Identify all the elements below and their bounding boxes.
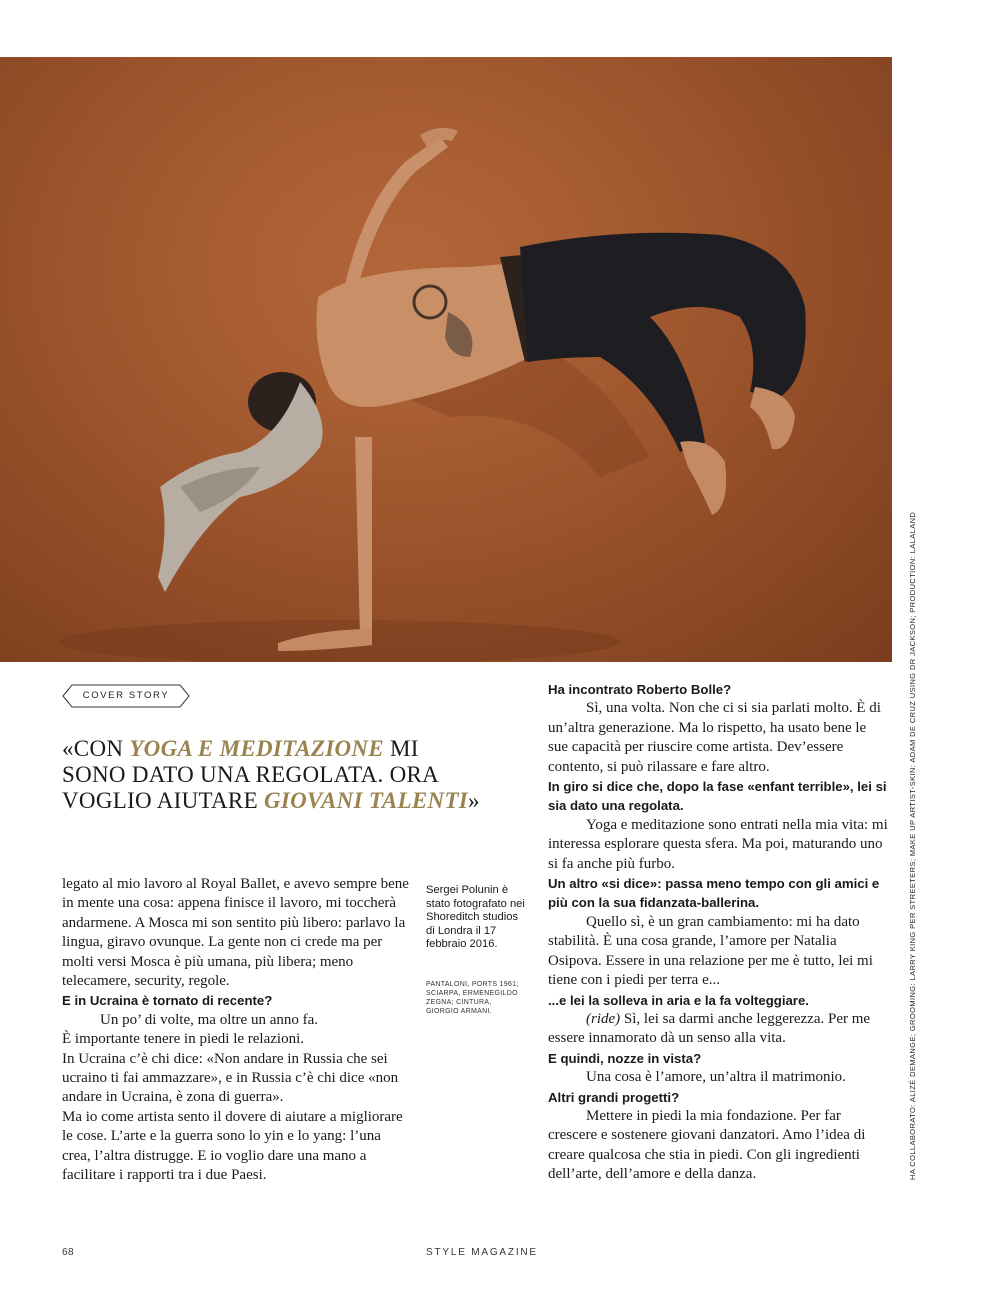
headline-highlight-2: GIOVANI TALENTI <box>263 788 469 813</box>
magazine-name: STYLE MAGAZINE <box>426 1247 538 1258</box>
section-tag <box>62 684 190 708</box>
interview-answer <box>548 1010 888 1049</box>
body-paragraph: È importante tenere in piedi le relazioni. <box>62 1031 304 1048</box>
page-number: 68 <box>62 1247 75 1258</box>
cover-photo <box>0 57 892 662</box>
headline-part-2: MI SONO DATO UNA REGOLATA. ORA VOGLIO AIUTARE <box>62 736 438 813</box>
interview-answer: Yoga e meditazione sono entrati nella mia vita: mi interessa esplorare questa sfera. Ma poi, maturando uno si fa anche più furbo. <box>548 816 888 872</box>
interview-question: Ha incontrato Roberto Bolle? <box>548 682 732 697</box>
interview-question: E in Ucraina è tornato di recente? <box>62 993 273 1009</box>
body-paragraph: Ma io come artista sento il dovere di aiutare a migliorare le cose. L’arte e la guerra sono lo yin e lo yang: l’una crea, l’altra distrugge. E io voglio dare una mano a facilitare i rapporti tra i due Paesi. <box>62 1108 403 1184</box>
photo-caption: Sergei Polunin è stato fotografato nei Shoreditch studios di Londra il 17 febbraio 2016. <box>426 884 525 951</box>
photo-credits: HA COLLABORATO: ALIZÉ DEMANGE; GROOMING: LARRY KING PER STREETERS; MAKE UP ARTIST-SKIN: ADAM DE CRUZ USING DR JACKSON; PRODUCTION: LALALAND <box>908 511 917 1180</box>
section-tag-label: COVER STORY <box>82 690 170 701</box>
headline-highlight-1: YOGA E MEDITAZIONE <box>129 736 384 761</box>
interview-answer: Una cosa è l’amore, un’altra il matrimonio. <box>586 1069 846 1086</box>
interview-question: ...e lei la solleva in aria e la fa volteggiare. <box>548 992 809 1008</box>
body-paragraph: legato al mio lavoro al Royal Ballet, e avevo sempre bene in mente una cosa: appena finisce il lavoro, mi toccherà andarmene. A Mosca mi son sentito più libero: parlavo la lingua, giravo ovunque. La gente non ci crede ma per molti versi Mosca è più umana, più libera; meno telecamere, security, regole. <box>62 876 409 990</box>
article-column-left <box>62 875 412 1186</box>
article-column-right <box>548 680 888 1185</box>
interview-question: E quindi, nozze in vista? <box>548 1050 702 1066</box>
interview-answer: Un po’ di volte, ma oltre un anno fa. <box>100 1011 318 1028</box>
pull-quote-headline <box>62 736 482 814</box>
interview-question: In giro si dice che, dopo la fase «enfant terrible», lei si sia dato una regolata. <box>548 779 887 814</box>
interview-question: Un altro «si dice»: passa meno tempo con gli amici e più con la sua fidanzata-ballerina. <box>548 876 880 911</box>
body-paragraph: In Ucraina c’è chi dice: «Non andare in Russia che sei ucraino ti fai ammazzare», e in Russia c’è chi dice «non andare in Ucraina, è zona di guerra». <box>62 1050 399 1106</box>
answer-text: Sì, lei sa darmi anche leggerezza. Per me essere innamorato dà un senso alla vita. <box>548 1010 871 1047</box>
interview-question: Altri grandi progetti? <box>548 1089 680 1105</box>
interview-answer: Sì, una volta. Non che ci si sia parlati molto. È di un’altra generazione. Ma lo rispetto, ha usato bene le sue capacità per riuscire come artista. Dev’essere contento, si può rilassare e fare altro. <box>548 700 881 775</box>
interview-answer: Quello sì, è un gran cambiamento: mi ha dato stabilità. È una cosa grande, l’amore per Natalia Osipova. Essere in una relazione per me è tutto, lei mi tiene con i piedi per terra e... <box>548 913 873 989</box>
interview-answer: Mettere in piedi la mia fondazione. Per far crescere e sostenere giovani danzatori. Amo l’idea di creare qualcosa che stia in piedi. Con gli ingredienti dell’arte, dell’amore e della danza. <box>548 1107 866 1183</box>
dancer-illustration <box>0 57 892 662</box>
headline-part-3: » <box>468 788 480 813</box>
headline-part-1: «CON <box>62 736 130 761</box>
wardrobe-credit: PANTALONI, PORTS 1961; SCIARPA, ERMENEGILDO ZEGNA; CINTURA, GIORGIO ARMANI. <box>426 981 519 1015</box>
stage-direction: (ride) <box>586 1010 621 1027</box>
